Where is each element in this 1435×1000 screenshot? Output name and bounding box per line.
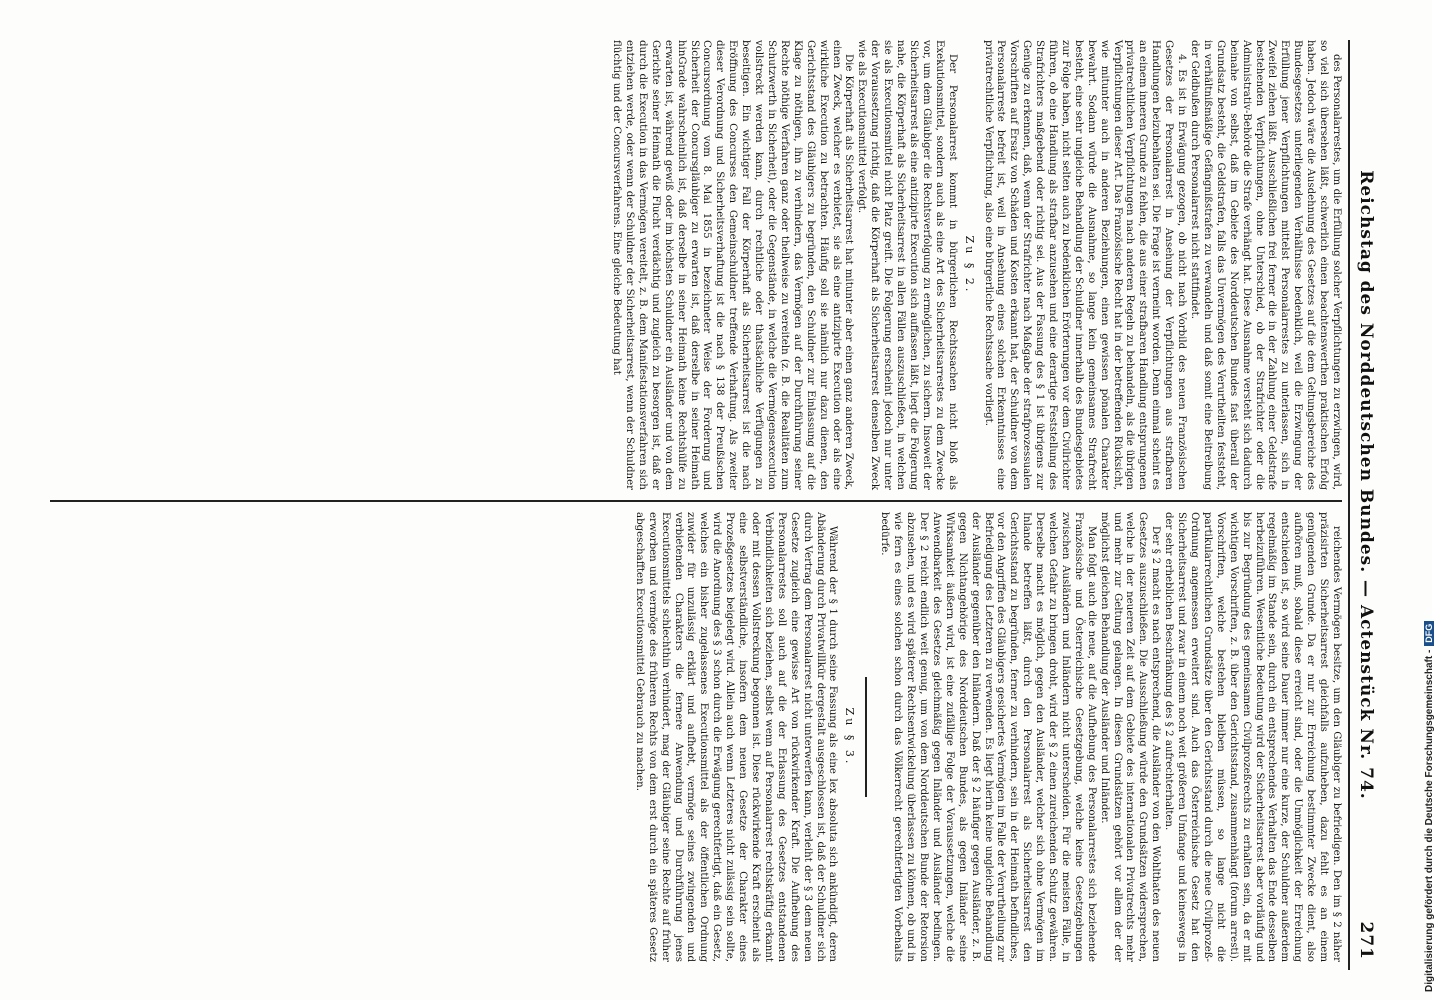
paragraph: Während der § 1 durch seine Fassung als eine lex absoluta sich ankündigt, deren Abänderung durch Privatwillkür dergestalt ausgeschlossen ist, daß der Schuldner sich durch Vertrag dem Personalarrest nicht unterwerfen kann, verleiht der § 3 dem neuen Gesetze zugleich eine gewisse Art von rückwirkender Kraft. Die Aufhebung des Personalarrestes soll auch auf die der Erlassung des Gesetzes entstandenen Verbindlichkeiten sich beziehen, selbst wenn auf Personalarrest rechtskräftig erkannt oder mit dessen Vollstreckung begonnen ist. Diese rückwirkende Kraft erscheint als eine selbstverständliche, insofern dem neuen Gesetze der Charakter eines Prozeßgesetzes beigelegt wird. Allein auch wenn Letzteres nicht zulässig sein sollte, wird die Anordnung des § 3 schon durch die Erwägung gerechtfertigt, daß ein Gesetz, welches ein bisher zugelassenes Executionsmittel als der öffentlichen Ordnung zuwider für unzulässig erklärt und aufhebt, vermöge seines zwingenden und verbietenden Charakters die fernere Anwendung und Durchführung jenes Executionsmittels schlechthin verhindert, mag der Gläubiger seine Rechte auf früher erworben und vermöge des früheren Rechts von dem erst durch ein späteres Gesetz abgeschafften Executionsmittel Gebrauch zu machen.: [633, 512, 839, 962]
paragraph: 4. Es ist in Erwägung gezogen, ob nicht nach Vorbild des neuen Französischen Gesetzes der Personalarrest in Ansehung der Verpflichtungen aus strafbaren Handlungen beizubehalten sei. Die Frage ist verneint worden. Denn einmal scheint es an einem inneren Grunde zu fehlen, die aus einer strafbaren Handlung entsprungenen privatrechtlichen Verpflichtungen nach anderen Regeln zu behandeln, als die übrigen Verpflichtungen dieser Art. Das Französische Recht hat in der betreffenden Rücksicht, wie mitunter auch in anderen Beziehungen, einen gewissen pönalen Charakter bewahrt. Sodann würde die Ausnahme, so lange kein gemeinsames Strafrecht besteht, eine sehr ungleiche Behandlung der Schuldner innerhalb des Bundesgebietes zur Folge haben, nicht selten auch zu bedenklichen Erörterungen vor dem Civilrichter führen, ob eine Handlung als strafbar anzusehen und eine derartige Feststellung des Strafrichters maßgebend oder richtig sei. Aus der Fassung des § 1 ist übrigens zur Genüge zu erkennen, daß, wenn der Strafrichter nach Maßgabe der strafprozessualen Vorschriften auf Ersatz von Schäden und Kosten erkannt hat, der Schuldner von dem Personalarreste befreit ist, weil in Ansehung eines solchen Erkenntnisses eine privatrechtliche Verpflichtung, also eine bürgerliche Rechtssache vorliegt.: [982, 40, 1188, 490]
paragraph: Der § 2 macht es nach entsprechend, die Ausländer von den Wohlthaten des neuen Gesetzes auszuschließen. Die Ausschließung würde den Grundsätzen widersprechen, welche in der neueren Zeit auf dem Gebiete des internationalen Privatrechts mehr und mehr zur Geltung gelangen. In diesen Grundsätzen gehört vor allem der der möglichst gleichen Behandlung der Ausländer und Inländer.: [1098, 512, 1162, 962]
dfg-logo: DFG: [1424, 621, 1434, 646]
column-divider: [50, 500, 1342, 502]
section-heading: Zu § 2.: [962, 235, 976, 295]
header-title: Reichstag des Norddeutschen Bundes. — Actenstück Nr. 74.: [1356, 170, 1376, 800]
paragraph: Der Personalarrest kommt in bürgerlichen Rechtssachen nicht bloß als Exekutionsmittel, sondern auch als eine Art des Sicherheitsarrestes zu dem Zwecke vor, um dem Gläubiger die Rechtsverfolgung zu ermöglichen, zu sichern. Insoweit der Sicherheitsarrest als eine antizipirte Execution sich auffassen läßt, liegt die Folgerung nahe, die Körperhaft als Sicherheitsarrest in allen Fällen auszuschließen, in welchen sie als Executionsmittel nicht Platz greift. Die Folgerung erscheint jedoch nur unter der Voraussetzung richtig, daß die Körperhaft als Sicherheitsarrest denselben Zweck wie als Executionsmittel verfolgt.: [856, 40, 958, 490]
running-header: [1352, 50, 1380, 960]
header-rule: [1348, 40, 1350, 970]
rotated-page: [50, 40, 1380, 970]
paragraph: Die Körperhaft als Sicherheitsarrest hat mitunter aber einen ganz anderen Zweck, einen Zweck, welcher es verbietet, sie als eine antizipirte Execution oder als eine wirkliche Execution zu betrachten. Häufig soll sie nämlich nur dazu dienen, den Gerichtsstand des Gläubigers zu begründen, den Schuldner zur Einlassung auf die Klage zu nöthigen, ihn zu verhindern, das Vermögen auf der Durchführung seiner Rechte nöthige Verfahren ganz oder theilweise zu vereiteln (z. B. die Realitäten zum Schutzwerth in Sicherheit), oder die Gegenstände, in welche die Vermögensexecution vollstreckt werden kann, durch rechtliche oder thatsächliche Verfügungen zu beseitigen. Ein wichtiger Fall der Körperhaft als Sicherheitsarrest ist die nach Eröffnung des Concurses den Gemeinschuldner treffende Verhaftung. Als zweiter dieser Verordnung und Sicherheitsverhaftung ist die nach § 138 der Preußischen Concursordnung vom 8. Mai 1855 in bezeichneter Weise der Forderung und Sicherheit der Concursgläubiger zu erwarten ist, daß derselbe in seiner Heimath hinGrade wahrscheinlich ist, daß derselbe in seiner Heimath keine Rechtshülfe zu erwarten ist, während gewiß oder im höchsten Schuldner ein Ausländer und von dem Gerichte seiner Heimath die Flucht verdächtig und zugleich zu besorgen ist, daß er durch die Execution in das Vermögen vereitelt, z. B. dem Manifestationsverfahren sich entziehen werde, oder wenn der Schuldner der Sicherheitsarrest, wenn der Schuldner flüchtig und der Concursverfahrens. Eine gleiche Bedeutung hat: [611, 40, 855, 490]
paragraph: reichendes Vermögen besitze, um den Gläubiger zu befriedigen. Den im § 2 näher präzisirten Sicherheitsarrest gleichfalls aufzuheben, dazu fehlt es an einem genügenden Grunde. Da er nur zur Erreichung bestimmter Zwecke dient, also aufhören muß, sobald diese erreicht sind, oder die Unmöglichkeit der Erreichung entschieden ist, so wird seine Dauer immer nur eine kurze, der Schuldner außerdem regelmäßig im Stande sein, durch ein entsprechendes Verhalten das Ende desselben herbeizuführen. Wesentliche Bedeutung wird der Sicherheitsarrest aber vorläufig und bis zur Begründung des gemeinsamen Civilprozeßrechts zu erhalten sein, da er mit wichtigen Vorschriften, z. B. über den Gerichtsstand, zusammenhängt (forum arresti). Vorschriften, welche bestehen bleiben müssen, so lange nicht die partikularrechtlichen Grundsätze über den Gerichtsstand durch die neue Civilprozeß-Ordnung angemessen erweitert sind. Auch das Österreichische Gesetz hat den Sicherheitsarrest und zwar in einem noch weit größeren Umfange und keineswegs in der sehr erheblichen Beschränkung des § 2 aufrechterhalten.: [1163, 512, 1342, 962]
digitization-text: Digitalisierung gefördert durch die Deutsche Forschungsgemeinschaft -: [1424, 649, 1435, 992]
page-number: 271: [1356, 921, 1376, 960]
right-column: [50, 512, 1342, 962]
left-column: [50, 40, 1342, 490]
section-heading: Zu § 3.: [843, 707, 857, 767]
digitization-note: [1412, 12, 1435, 992]
paragraph: Man folgt auch die neue, auf die Aufhebung des Personalarrestes sich beziehende Französische und Österreichische Gesetzgebung, welche keine Gesetzgebungen zwischen Ausländern und Inländern nicht unterscheiden. Für die meisten Fälle, in welchen Gefahr zu bringen droht, wird der § 2 einen zureichenden Schutz gewähren. Derselbe macht es möglich, gegen den Ausländer, welcher sich ohne Vermögen im Inlande betreffen läßt, durch den Personalarrest als Sicherheitsarrest den Gerichtsstand zu begründen, ferner zu verhindern, sein in der Heimath befindliches, vor den Angriffen des Gläubigers gesichertes Vermögen im Falle der Verurtheilung zur Befriedigung des Letzteren zu verwenden. Es liegt hierin keine ungleiche Behandlung der Ausländer gegenüber den Inländern. Daß der § 2 häufiger gegen Ausländer, z. B. gegen Nichtangehörige des Norddeutschen Bundes, als gegen Inländer seine Wirksamkeit äußern wird, ist eine zufällige Folge der Voraussetzungen, welche die Anwendbarkeit des Gesetzes gleichmäßig gegen Inländer und Ausländer bedingen. Der § 2 reicht endlich weit genug, um von dem Norddeutschen Bunde der Retorsion abzusehen, und es wird späterer Rechtsentwickelung überlassen zu können, ob und in wie fern es eines solchen schon durch das Völkerrecht gerechtfertigten Vorbehalts bedürfe.: [879, 512, 1097, 962]
paragraph: des Personalarrestes, um die Erfüllung solcher Verpflichtungen zu erzwingen, wird, so viel sich übersehen läßt, schwerlich einen beachtenswerthen praktischen Erfolg haben. Jedoch wäre die Ausdehnung des Gesetzes auf die dem Geltungsbereiche des Bundesgesetzes unterliegenden Verhältnisse bedenklich, weil die Erzwingung der Erfüllung jener Verpflichtungen mittelst Personalarrestes zu unterlassen, sich in Zweifel ziehen läßt. Ausschließlichen frei ferner die in der Zahlung einer Geldstrafe bestehenden Verpflichtungen, ohne Unterschied, ob der Strafrichter oder die Administrativ-Behörde die Strafe verhängt hat. Diese Ausnahme versteht sich dadurch beinahe von selbst, daß im Gebiete des Norddeutschen Bundes fast überall der Grundsatz besteht, die Geldstrafen, falls das Unvermögen des Verurtheilten feststeht, in verhältnißmäßige Gefängnißstrafen zu verwandeln und daß somit eine Beitreibung der Geldbußen durch Personalarrest nicht stattfindet.: [1189, 40, 1342, 490]
section-rule: [865, 677, 867, 797]
